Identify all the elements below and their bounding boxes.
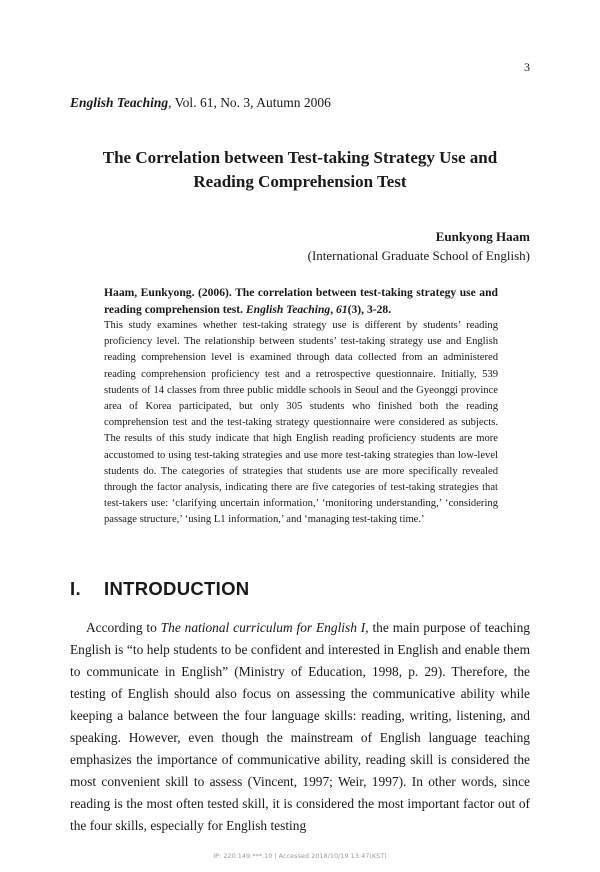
access-footer: IP: 220.149.***.10 | Accessed 2018/10/19 13:47(KST) [213, 852, 387, 860]
section-heading-introduction [70, 578, 249, 600]
citation-pages: (3), 3-28. [347, 303, 392, 316]
journal-issue: , Vol. 61, No. 3, Autumn 2006 [168, 95, 331, 110]
section-title: INTRODUCTION [104, 578, 250, 599]
citation-separator: , [330, 303, 337, 316]
abstract: This study examines whether test-taking strategy use is different by students’ reading proficiency level. The relationship between students’ test-taking strategy use and English reading comprehension level is examined through data collected from an administered reading comprehension proficiency test and a retrospective questionnaire. Initially, 539 students of 14 classes from three public middle schools in Seoul and the Gyeonggi province area of Korea participated, but only 305 students who finished both the reading comprehension test and the test-taking strategy questionnaire were considered as subjects. The results of this study indicate that high English reading proficiency students are more accustomed to using test-taking strategies and use more test-taking strategies than low-level students do. The categories of strategies that students use are more specifically revealed through the factor analysis, indicating there are five categories of test-taking strategies that test-takers use: ‘clarifying uncertain information,’ ‘monitoring understanding,’ ‘considering passage structure,’ ‘using L1 information,’ and ‘managing test-taking time.’ [104, 320, 498, 526]
citation [104, 284, 498, 318]
intro-text-start: According to [86, 620, 161, 635]
intro-cited-title: The national curriculum for English I [160, 620, 366, 635]
journal-name: English Teaching [70, 95, 169, 110]
paper-title [60, 146, 540, 194]
citation-journal: English Teaching [245, 303, 331, 316]
intro-text-rest: , the main purpose of teaching English is “to help students to be confident and interested in English and enable them to communicate in English” (Ministry of Education, 1998, p. 29). Therefore, the testing of English should also focus on assessing the communicative ability while keeping a balance between the four language skills: reading, writing, listening, and speaking. However, even though the mainstream of English language teaching emphasizes the importance of communicative ability, reading skill is considered the most convenient skill to assess (Vincent, 1997; Weir, 1997). In other words, since reading is the most often tested skill, it is considered the most important factor out of the four skills, especially for English testing [70, 620, 530, 833]
citation-volume: 61 [336, 303, 348, 316]
author-name: Eunkyong Haam [435, 229, 530, 244]
section-number: I. [70, 578, 81, 599]
paper-title-line-2: Reading Comprehension Test [193, 172, 407, 191]
citation-prefix: Haam, Eunkyong. (2006). The correlation between test-taking strategy use and reading comprehension test. [104, 286, 498, 316]
page-number: 3 [524, 60, 530, 74]
author-affiliation: (International Graduate School of English) [307, 248, 530, 263]
intro-paragraph [70, 617, 530, 837]
paper-title-line-1: The Correlation between Test-taking Strategy Use and [102, 148, 498, 167]
journal-header [70, 95, 331, 111]
